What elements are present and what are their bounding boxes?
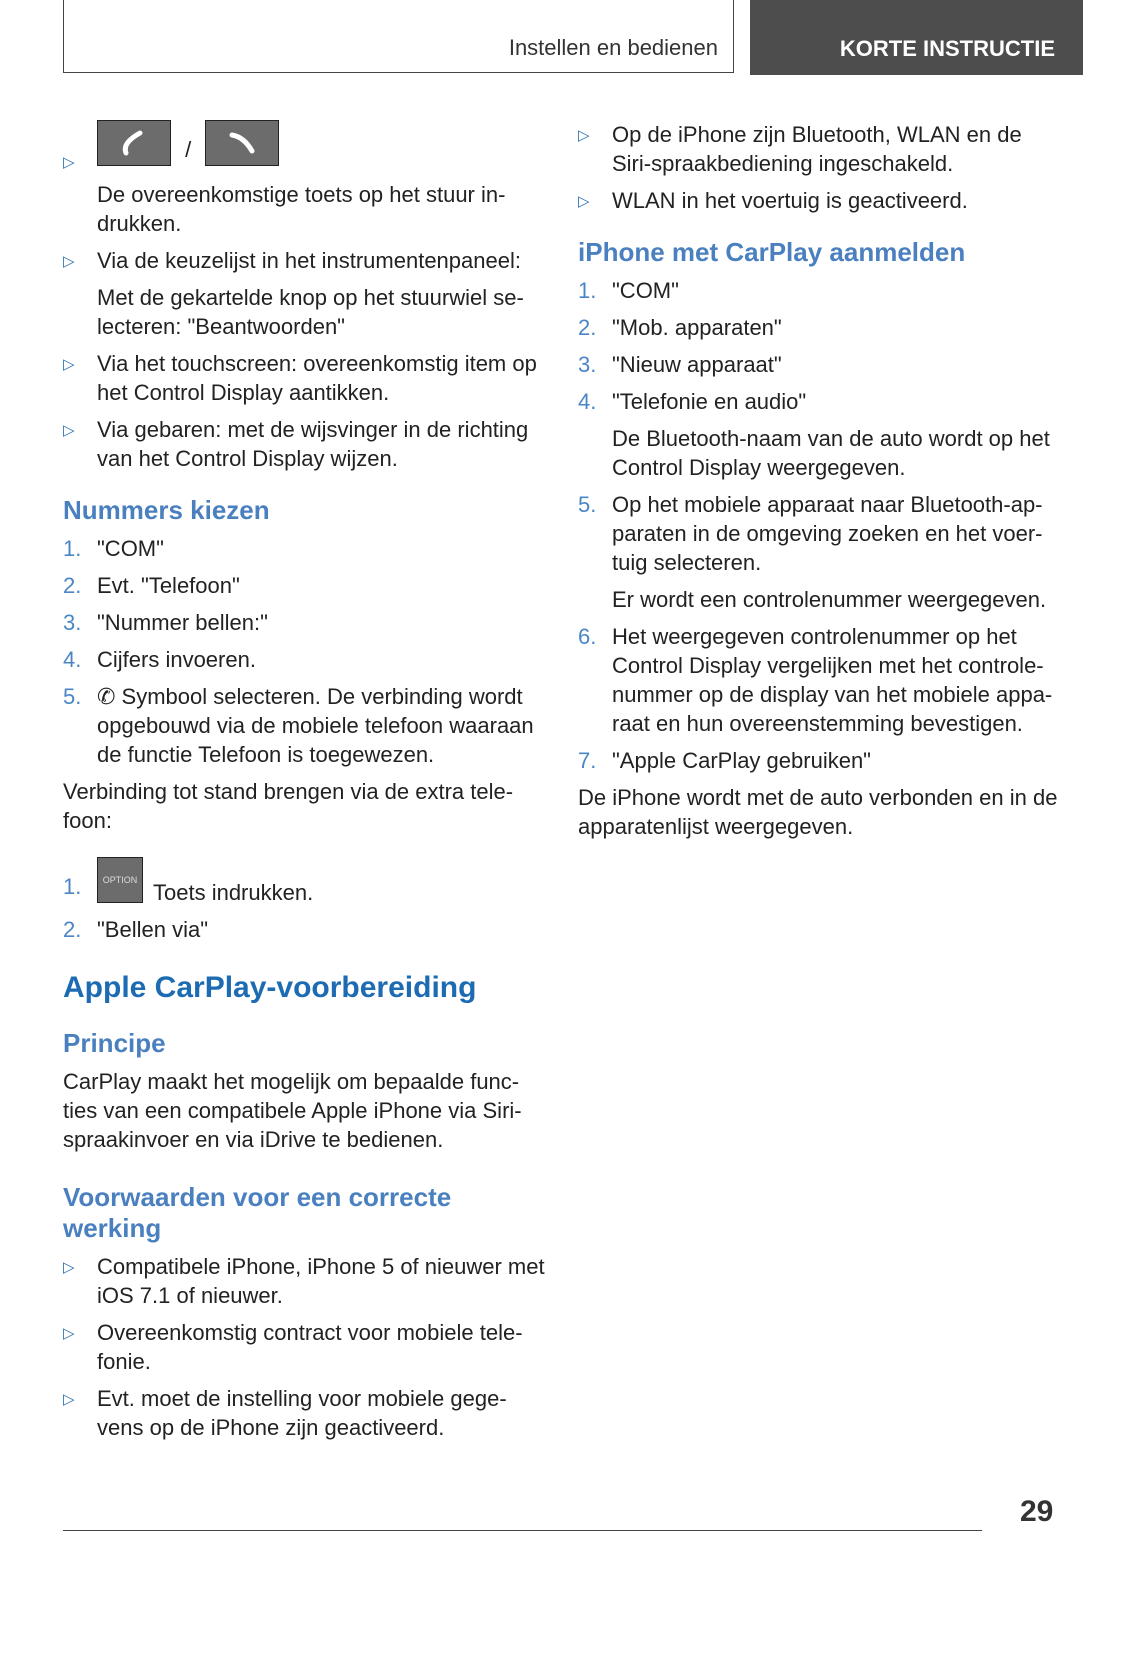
step-item xyxy=(578,350,1058,379)
paragraph-principe: CarPlay maakt het mogelijk om bepaalde func-ties van een compatibele Apple iPhone via Siri-spraakinvoer en via iDrive te bedienen. xyxy=(63,1068,522,1152)
step-number: 5. xyxy=(578,492,597,517)
heading-apple-carplay: Apple CarPlay-voorbereiding xyxy=(63,970,477,1004)
bullet-text: Op de iPhone zijn Bluetooth, WLAN en de Siri-spraakbediening ingeschakeld. xyxy=(612,122,1022,176)
step-number: 1. xyxy=(578,278,597,303)
phone-symbol-icon: ✆ xyxy=(97,684,122,709)
bullet-triangle-icon: ▷ xyxy=(63,356,75,373)
step-number: 5. xyxy=(63,684,82,709)
step-text: "Nieuw apparaat" xyxy=(612,352,782,377)
step-item xyxy=(578,622,1058,738)
step-text: "Telefonie en audio" xyxy=(612,389,807,414)
step-subtext: De Bluetooth-naam van de auto wordt op het Control Display weergegeven. xyxy=(612,426,1050,480)
step-text: "Bellen via" xyxy=(97,916,209,942)
header-section-box xyxy=(63,0,734,73)
step-text: "Apple CarPlay gebruiken" xyxy=(612,748,871,773)
step-text: "COM" xyxy=(612,278,679,303)
step-item xyxy=(578,387,1058,416)
bullet-text: Via de keuzelijst in het instrumentenpaneel: xyxy=(97,248,521,273)
bullet-phone-keys xyxy=(63,120,548,171)
step-item xyxy=(63,608,548,637)
bullet-item xyxy=(63,1252,548,1310)
step-text: "COM" xyxy=(97,536,164,561)
right-column xyxy=(578,120,1058,849)
step-number: 7. xyxy=(578,748,597,773)
bullet-item xyxy=(63,1318,548,1376)
bullet-text: Compatibele iPhone, iPhone 5 of nieuwer met iOS 7.1 of nieuwer. xyxy=(97,1253,545,1308)
heading-voorwaarden: Voorwaarden voor een correcte werking xyxy=(63,1181,452,1243)
bullet-text: Via gebaren: met de wijsvinger in de richting van het Control Display wijzen. xyxy=(97,417,529,471)
icon-separator: / xyxy=(185,136,192,162)
bullet-triangle-icon: ▷ xyxy=(578,193,590,210)
step-subtext: Er wordt een controlenummer weergegeven. xyxy=(612,587,1047,612)
step-item xyxy=(578,313,1058,342)
header-chapter-tab xyxy=(750,0,1083,75)
bullet-item xyxy=(578,120,1058,178)
step-text: "Nummer bellen:" xyxy=(97,610,268,635)
step-number: 2. xyxy=(63,573,82,598)
bullet-triangle-icon: ▷ xyxy=(63,1390,75,1408)
step-item xyxy=(578,276,1058,305)
bullet-text: WLAN in het voertuig is geactiveerd. xyxy=(612,188,968,213)
step-item xyxy=(63,645,548,674)
heading-iphone-aanmelden: iPhone met CarPlay aanmelden xyxy=(578,237,966,267)
step-number: 4. xyxy=(63,647,82,672)
step-text: "Mob. apparaten" xyxy=(612,315,782,340)
bullet-item xyxy=(63,349,548,407)
header-chapter-title: KORTE INSTRUCTIE xyxy=(839,36,1055,61)
bullet-item xyxy=(63,1384,548,1442)
accept-call-key-icon xyxy=(97,120,171,166)
footer-rule xyxy=(63,1530,982,1531)
step-text: Op het mobiele apparaat naar Bluetooth-ap-paraten in de omgeving zoeken en het voer-tuig selecteren. xyxy=(612,492,1043,575)
step-item xyxy=(63,534,548,563)
paragraph-closing: De iPhone wordt met de auto verbonden en in de apparatenlijst weergegeven. xyxy=(578,785,1058,839)
step-item xyxy=(578,746,1058,775)
step-item xyxy=(63,682,548,769)
bullet-item xyxy=(63,246,548,275)
step-number: 3. xyxy=(578,352,597,377)
step-item xyxy=(578,490,1058,577)
paragraph-extra-phone: Verbinding tot stand brengen via de extra tele-foon: xyxy=(63,779,514,833)
step-number: 6. xyxy=(578,624,597,649)
step-number: 1. xyxy=(63,874,82,899)
bullet-triangle-icon: ▷ xyxy=(578,127,590,144)
bullet-item xyxy=(63,415,548,473)
bullet-text: De overeenkomstige toets op het stuur in-drukken. xyxy=(97,182,506,236)
step-text: Evt. "Telefoon" xyxy=(97,573,240,598)
bullet-triangle-icon: ▷ xyxy=(63,253,75,270)
step-item xyxy=(63,915,548,944)
bullet-triangle-icon: ▷ xyxy=(63,422,75,439)
step-number: 1. xyxy=(63,536,82,561)
step-number: 4. xyxy=(578,389,597,414)
bullet-triangle-icon: ▷ xyxy=(63,154,75,171)
left-column xyxy=(63,120,548,1450)
bullet-text: Overeenkomstig contract voor mobiele tele-fonie. xyxy=(97,1319,523,1374)
bullet-text: Via het touchscreen: overeenkomstig item op het Control Display aantikken. xyxy=(97,351,537,405)
step-item xyxy=(63,571,548,600)
step-number: 3. xyxy=(63,610,82,635)
step-text: Het weergegeven controlenummer op het Control Display vergelijken met het controle-nummer op de display van het mobiele appa-raat en hun overeenstemming bevestigen. xyxy=(612,624,1053,736)
step-text: Cijfers invoeren. xyxy=(97,647,256,672)
option-key-icon: OPTION xyxy=(97,857,143,903)
heading-nummers-kiezen: Nummers kiezen xyxy=(63,495,270,525)
end-call-key-icon xyxy=(205,120,279,166)
page-number: 29 xyxy=(1020,1495,1054,1528)
bullet-triangle-icon: ▷ xyxy=(63,1324,75,1342)
header-section-title: Instellen en bedienen xyxy=(508,35,718,60)
step-item xyxy=(63,857,548,907)
bullet-triangle-icon: ▷ xyxy=(63,1258,75,1276)
bullet-item xyxy=(578,186,1058,215)
step-text: Symbool selecteren. De verbinding wordt opgebouwd via de mobiele telefoon waaraan de functie Telefoon is toegewezen. xyxy=(97,684,534,767)
heading-principe: Principe xyxy=(63,1027,166,1058)
step-number: 2. xyxy=(63,916,82,942)
bullet-subtext: Met de gekartelde knop op het stuurwiel se-lecteren: "Beantwoorden" xyxy=(97,285,524,339)
step-number: 2. xyxy=(578,315,597,340)
bullet-text: Evt. moet de instelling voor mobiele gege-vens op de iPhone zijn geactiveerd. xyxy=(97,1385,507,1440)
step-text: Toets indrukken. xyxy=(153,879,314,905)
